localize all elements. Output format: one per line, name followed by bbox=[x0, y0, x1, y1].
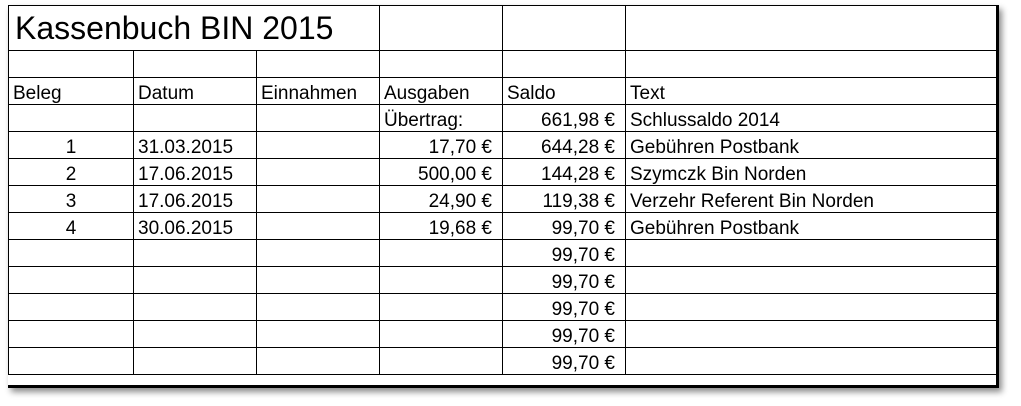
cell-beleg[interactable] bbox=[9, 240, 134, 267]
table-cell[interactable] bbox=[9, 105, 134, 132]
cell-saldo[interactable]: 99,70 € bbox=[503, 348, 626, 375]
cell-saldo[interactable]: 99,70 € bbox=[503, 240, 626, 267]
cell-datum[interactable]: 17.06.2015 bbox=[134, 159, 257, 186]
cell-ausgaben[interactable] bbox=[380, 267, 503, 294]
cell-text[interactable] bbox=[626, 240, 997, 267]
table-cell[interactable] bbox=[503, 51, 626, 78]
cell-ausgaben[interactable] bbox=[380, 348, 503, 375]
cell-text[interactable] bbox=[626, 267, 997, 294]
table-row bbox=[9, 240, 997, 267]
cell-datum[interactable]: 17.06.2015 bbox=[134, 186, 257, 213]
ledger-sheet bbox=[8, 5, 999, 388]
carryover-saldo[interactable]: 661,98 € bbox=[503, 105, 626, 132]
cell-beleg[interactable]: 2 bbox=[9, 159, 134, 186]
cell-beleg[interactable] bbox=[9, 348, 134, 375]
header-beleg[interactable]: Beleg bbox=[9, 78, 134, 105]
carryover-row bbox=[9, 105, 997, 132]
table-cell[interactable] bbox=[503, 6, 626, 51]
cell-ausgaben[interactable]: 24,90 € bbox=[380, 186, 503, 213]
cell-saldo[interactable]: 99,70 € bbox=[503, 267, 626, 294]
cell-einnahmen[interactable] bbox=[257, 186, 380, 213]
header-einnahmen[interactable]: Einnahmen bbox=[257, 78, 380, 105]
header-row bbox=[9, 78, 997, 105]
carryover-label[interactable]: Übertrag: bbox=[380, 105, 503, 132]
header-saldo[interactable]: Saldo bbox=[503, 78, 626, 105]
table-cell[interactable] bbox=[9, 51, 134, 78]
table-row bbox=[9, 213, 997, 240]
cell-saldo[interactable]: 99,70 € bbox=[503, 213, 626, 240]
cell-beleg[interactable]: 1 bbox=[9, 132, 134, 159]
table-row bbox=[9, 348, 997, 375]
cell-beleg[interactable]: 4 bbox=[9, 213, 134, 240]
cell-einnahmen[interactable] bbox=[257, 267, 380, 294]
table-row bbox=[9, 321, 997, 348]
table-cell[interactable] bbox=[380, 6, 503, 51]
cell-ausgaben[interactable]: 19,68 € bbox=[380, 213, 503, 240]
table-row bbox=[9, 186, 997, 213]
header-datum[interactable]: Datum bbox=[134, 78, 257, 105]
title-row bbox=[9, 6, 997, 51]
ledger-table bbox=[8, 5, 997, 375]
table-cell[interactable] bbox=[257, 51, 380, 78]
cell-einnahmen[interactable] bbox=[257, 294, 380, 321]
cell-text[interactable] bbox=[626, 348, 997, 375]
cell-einnahmen[interactable] bbox=[257, 132, 380, 159]
ledger-title[interactable]: Kassenbuch BIN 2015 bbox=[9, 6, 380, 51]
cell-ausgaben[interactable]: 17,70 € bbox=[380, 132, 503, 159]
table-row bbox=[9, 267, 997, 294]
header-ausgaben[interactable]: Ausgaben bbox=[380, 78, 503, 105]
cell-datum[interactable] bbox=[134, 348, 257, 375]
cell-saldo[interactable]: 644,28 € bbox=[503, 132, 626, 159]
cell-datum[interactable] bbox=[134, 321, 257, 348]
cell-text[interactable]: Verzehr Referent Bin Norden bbox=[626, 186, 997, 213]
cell-text[interactable] bbox=[626, 294, 997, 321]
empty-row bbox=[9, 51, 997, 78]
table-cell[interactable] bbox=[380, 51, 503, 78]
cell-ausgaben[interactable] bbox=[380, 240, 503, 267]
table-cell[interactable] bbox=[626, 6, 997, 51]
cell-datum[interactable]: 30.06.2015 bbox=[134, 213, 257, 240]
cell-text[interactable]: Szymczk Bin Norden bbox=[626, 159, 997, 186]
cell-einnahmen[interactable] bbox=[257, 348, 380, 375]
cell-einnahmen[interactable] bbox=[257, 321, 380, 348]
cell-ausgaben[interactable] bbox=[380, 294, 503, 321]
cell-datum[interactable]: 31.03.2015 bbox=[134, 132, 257, 159]
cell-text[interactable]: Gebühren Postbank bbox=[626, 132, 997, 159]
cell-ausgaben[interactable]: 500,00 € bbox=[380, 159, 503, 186]
cell-datum[interactable] bbox=[134, 240, 257, 267]
table-cell[interactable] bbox=[134, 51, 257, 78]
table-row bbox=[9, 132, 997, 159]
cell-einnahmen[interactable] bbox=[257, 213, 380, 240]
cell-beleg[interactable] bbox=[9, 294, 134, 321]
cell-beleg[interactable] bbox=[9, 321, 134, 348]
cell-saldo[interactable]: 99,70 € bbox=[503, 294, 626, 321]
table-row bbox=[9, 294, 997, 321]
carryover-text[interactable]: Schlussaldo 2014 bbox=[626, 105, 997, 132]
header-text[interactable]: Text bbox=[626, 78, 997, 105]
cell-einnahmen[interactable] bbox=[257, 159, 380, 186]
cell-text[interactable] bbox=[626, 321, 997, 348]
table-cell[interactable] bbox=[257, 105, 380, 132]
cell-text[interactable]: Gebühren Postbank bbox=[626, 213, 997, 240]
cell-saldo[interactable]: 99,70 € bbox=[503, 321, 626, 348]
table-cell[interactable] bbox=[626, 51, 997, 78]
cell-beleg[interactable]: 3 bbox=[9, 186, 134, 213]
table-cell[interactable] bbox=[134, 105, 257, 132]
cell-beleg[interactable] bbox=[9, 267, 134, 294]
cell-datum[interactable] bbox=[134, 267, 257, 294]
table-row bbox=[9, 159, 997, 186]
cell-einnahmen[interactable] bbox=[257, 240, 380, 267]
cell-ausgaben[interactable] bbox=[380, 321, 503, 348]
cell-datum[interactable] bbox=[134, 294, 257, 321]
cell-saldo[interactable]: 144,28 € bbox=[503, 159, 626, 186]
cell-saldo[interactable]: 119,38 € bbox=[503, 186, 626, 213]
